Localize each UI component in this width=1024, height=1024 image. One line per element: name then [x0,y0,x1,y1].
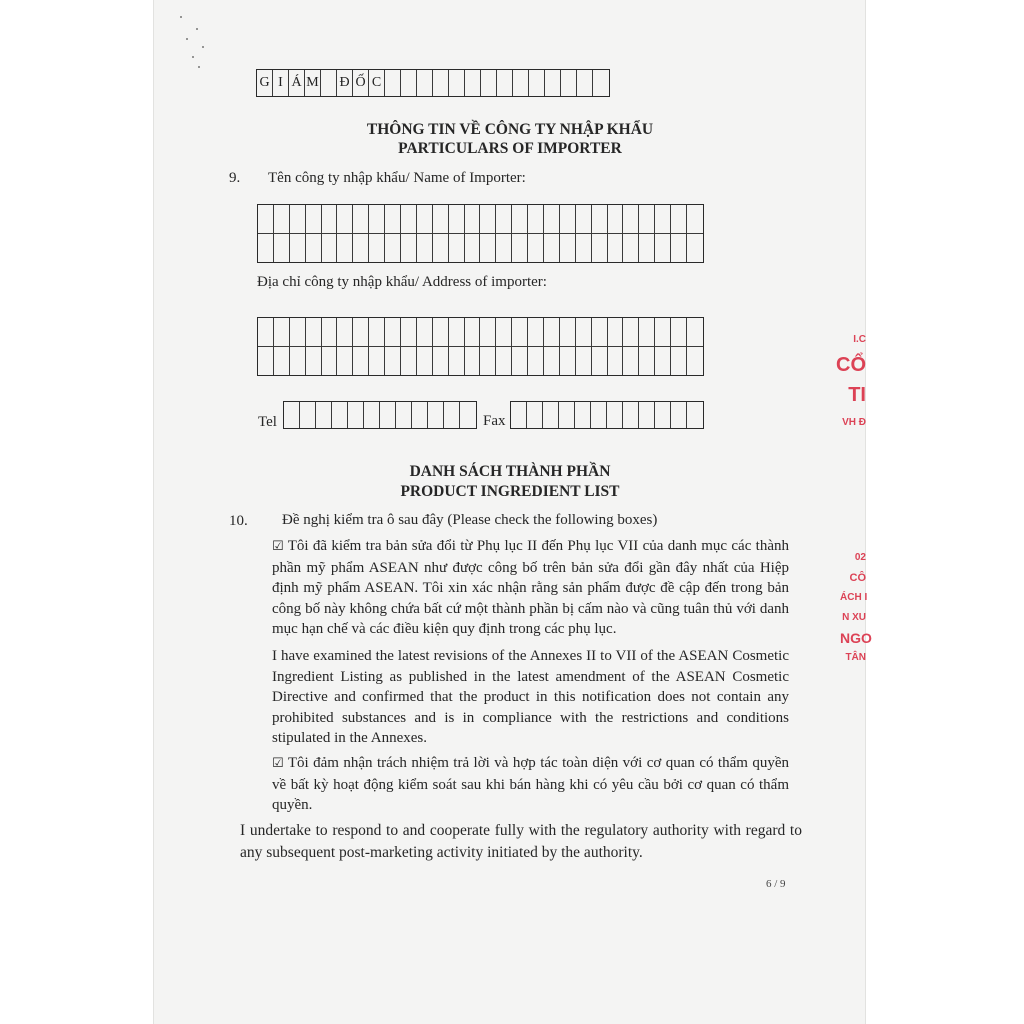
box-cell[interactable] [306,234,322,262]
box-cell[interactable] [290,347,306,375]
seal-top-line-1: I.C [853,334,866,345]
box-cell[interactable] [449,318,465,346]
seal-bottom-line-5: NGO [840,630,872,646]
box-cell[interactable] [274,347,290,375]
box-cell[interactable] [561,70,577,96]
item-10-instruction: Đề nghị kiểm tra ô sau đây (Please check the following boxes) [282,512,658,528]
box-cell[interactable] [322,318,338,346]
box-cell[interactable] [290,234,306,262]
box-cell[interactable] [332,402,348,428]
box-cell[interactable] [527,402,543,428]
box-cell[interactable] [385,318,401,346]
red-seal-top [836,330,866,458]
box-cell[interactable] [480,205,496,233]
box-cell[interactable] [428,402,444,428]
box-cell[interactable] [671,347,687,375]
box-cell[interactable] [385,205,401,233]
box-cell[interactable] [623,402,639,428]
box-cell[interactable] [623,347,639,375]
box-cell[interactable] [560,205,576,233]
box-cell[interactable] [274,318,290,346]
box-cell[interactable] [274,205,290,233]
box-cell[interactable] [322,234,338,262]
checkbox-statement-1 [272,536,789,640]
box-cell[interactable] [401,205,417,233]
box-cell[interactable] [639,318,655,346]
fax-boxes[interactable] [510,401,704,429]
box-cell[interactable] [258,347,274,375]
box-cell[interactable] [480,347,496,375]
box-cell[interactable] [417,234,433,262]
importer-address-label: Địa chỉ công ty nhập khẩu/ Address of importer: [257,274,547,290]
box-cell[interactable] [480,318,496,346]
box-cell[interactable] [513,70,529,96]
box-grid-row [258,318,703,346]
box-cell[interactable] [512,234,528,262]
box-cell[interactable] [353,234,369,262]
box-cell[interactable]: I [273,70,289,96]
box-cell[interactable] [369,347,385,375]
importer-title-vi: THÔNG TIN VỀ CÔNG TY NHẬP KHẨU [366,121,654,138]
box-cell[interactable] [497,70,513,96]
box-cell[interactable] [401,234,417,262]
box-cell[interactable] [608,234,624,262]
box-cell[interactable] [316,402,332,428]
seal-bottom-line-6: TÂN [845,652,866,663]
ingredient-title-en: PRODUCT INGREDIENT LIST [400,483,620,500]
box-grid-row [258,205,703,233]
box-cell[interactable]: Á [289,70,305,96]
box-cell[interactable] [577,70,593,96]
importer-title-en: PARTICULARS OF IMPORTER [398,140,622,157]
box-cell[interactable] [671,234,687,262]
box-cell[interactable] [687,318,703,346]
box-cell[interactable] [608,347,624,375]
seal-bottom-line-1: 02 [854,552,866,563]
box-cell[interactable]: M [305,70,321,96]
box-grid-row [258,233,703,262]
box-cell[interactable] [576,234,592,262]
box-cell[interactable] [496,234,512,262]
box-cell[interactable] [433,318,449,346]
box-cell[interactable] [465,318,481,346]
box-cell[interactable] [412,402,428,428]
box-cell[interactable] [465,205,481,233]
box-cell[interactable] [639,234,655,262]
red-seal-bottom [840,548,872,678]
box-cell[interactable] [608,318,624,346]
checkbox-2-checked[interactable]: ☑ [272,756,284,771]
seal-bottom-line-4: N XU [842,612,866,623]
importer-name-label: Tên công ty nhập khẩu/ Name of Importer: [268,170,526,186]
box-cell[interactable] [560,347,576,375]
checkbox-1-checked[interactable]: ☑ [272,539,284,554]
statement-2-en: I undertake to respond to and cooperate fully with the regulatory authority with regard to any subsequent post-marketing activity initiated by the authority. [240,822,802,861]
box-cell[interactable] [300,402,316,428]
box-cell[interactable] [623,234,639,262]
box-cell[interactable] [480,234,496,262]
box-cell[interactable] [369,318,385,346]
box-cell[interactable]: Ố [353,70,369,96]
statement-1-vi: Tôi đã kiểm tra bản sửa đổi từ Phụ lục II đến Phụ lục VII của danh mục các thành phần mỹ phẩm ASEAN như được công bố trên bản sửa đổi gần đây nhất của Hiệp định mỹ phẩm ASEAN. Tôi xin xác nhận rằng sản phẩm được đề cập đến trong bản công bố này không chứa bất cứ một thành phần bị cấm nào và cũng tuân thủ với danh mục hạn chế và các điều kiện quy định trong các phụ lục. [272,538,789,637]
box-cell[interactable] [401,347,417,375]
box-cell[interactable] [385,234,401,262]
importer-name-boxes[interactable] [257,204,704,263]
box-cell[interactable] [258,205,274,233]
box-cell[interactable] [433,234,449,262]
box-cell[interactable] [544,205,560,233]
box-cell[interactable] [321,70,337,96]
box-cell[interactable] [528,234,544,262]
box-cell[interactable]: Đ [337,70,353,96]
statement-2-vi: Tôi đảm nhận trách nhiệm trả lời và hợp tác toàn diện với cơ quan có thẩm quyền về bất kỳ hoạt động kiểm soát sau khi bán hàng khi có yêu cầu bởi cơ quan có thẩm quyền. [272,755,790,813]
box-cell[interactable] [671,205,687,233]
box-cell[interactable] [322,205,338,233]
box-cell[interactable] [306,318,322,346]
box-cell[interactable] [512,347,528,375]
box-cell[interactable] [465,234,481,262]
fax-label: Fax [483,413,506,429]
box-cell[interactable] [449,205,465,233]
box-cell[interactable] [655,402,671,428]
box-cell[interactable] [258,234,274,262]
box-cell[interactable] [385,70,401,96]
box-cell[interactable] [433,205,449,233]
box-cell[interactable] [543,402,559,428]
box-cell[interactable] [592,234,608,262]
box-cell[interactable] [337,205,353,233]
box-cell[interactable] [544,318,560,346]
box-cell[interactable] [576,347,592,375]
box-cell[interactable] [592,205,608,233]
box-cell[interactable] [449,347,465,375]
box-cell[interactable] [369,234,385,262]
box-cell[interactable] [364,402,380,428]
box-cell[interactable] [687,402,703,428]
box-cell[interactable] [337,234,353,262]
box-cell[interactable] [481,70,497,96]
statement-1-en: I have examined the latest revisions of the Annexes II to VII of the ASEAN Cosmetic Ingredient Listing as published in the latest amendment of the ASEAN Cosmetic Directive and confirmed that the product in this notification does not contain any prohibited substances and is in compliance with the restrictions and conditions stipulated in the Annexes. [272,648,789,746]
box-cell[interactable] [607,402,623,428]
box-cell[interactable] [465,347,481,375]
box-cell[interactable] [444,402,460,428]
item-9-number: 9. [229,170,241,186]
box-cell[interactable] [290,205,306,233]
box-cell[interactable] [417,205,433,233]
box-cell[interactable] [575,402,591,428]
box-cell[interactable] [401,70,417,96]
box-cell[interactable] [449,234,465,262]
box-cell[interactable] [258,318,274,346]
box-cell[interactable] [512,318,528,346]
box-cell[interactable] [385,347,401,375]
importer-address-boxes[interactable] [257,317,704,376]
box-cell[interactable] [687,347,703,375]
box-cell[interactable] [544,347,560,375]
box-cell[interactable] [576,205,592,233]
ingredient-title-vi: DANH SÁCH THÀNH PHẦN [409,463,611,480]
box-cell[interactable] [417,347,433,375]
seal-bottom-line-3: ÁCH I [840,592,868,603]
box-cell[interactable] [591,402,607,428]
box-cell[interactable] [465,70,481,96]
box-cell[interactable] [559,402,575,428]
box-cell[interactable] [655,234,671,262]
box-cell[interactable] [671,318,687,346]
box-cell[interactable] [290,318,306,346]
box-cell[interactable] [512,205,528,233]
box-cell[interactable] [623,205,639,233]
box-cell[interactable] [401,318,417,346]
box-cell[interactable] [592,318,608,346]
box-cell[interactable] [545,70,561,96]
box-cell[interactable] [417,70,433,96]
box-cell[interactable] [528,347,544,375]
box-cell[interactable] [511,402,527,428]
box-cell[interactable] [369,205,385,233]
box-cell[interactable] [592,347,608,375]
tel-label: Tel [258,414,277,430]
tel-boxes[interactable] [283,401,477,429]
box-cell[interactable] [433,347,449,375]
box-cell[interactable] [608,205,624,233]
box-cell[interactable] [396,402,412,428]
page-number: 6 / 9 [766,878,786,890]
box-cell[interactable] [655,318,671,346]
director-name-boxes[interactable] [256,69,610,97]
box-cell[interactable]: G [257,70,273,96]
box-cell[interactable] [544,234,560,262]
checkbox-statement-2 [272,753,789,816]
box-cell[interactable] [353,318,369,346]
box-cell[interactable] [560,318,576,346]
box-cell[interactable] [417,318,433,346]
box-cell[interactable] [306,205,322,233]
seal-top-line-2: CỔ [836,354,866,376]
box-cell[interactable] [639,402,655,428]
box-cell[interactable] [560,234,576,262]
box-cell[interactable] [348,402,364,428]
box-grid-row [258,346,703,375]
item-10-number: 10. [229,513,248,529]
box-cell[interactable] [284,402,300,428]
box-cell[interactable] [460,402,476,428]
box-cell[interactable] [528,205,544,233]
box-cell[interactable] [639,347,655,375]
box-cell[interactable] [593,70,609,96]
box-cell[interactable] [353,347,369,375]
box-cell[interactable] [322,347,338,375]
box-cell[interactable] [274,234,290,262]
box-cell[interactable] [380,402,396,428]
box-cell[interactable] [496,318,512,346]
box-cell[interactable] [655,205,671,233]
box-cell[interactable] [433,70,449,96]
box-cell[interactable] [671,402,687,428]
box-cell[interactable] [529,70,545,96]
box-cell[interactable] [655,347,671,375]
seal-top-line-3: TI [848,384,866,406]
box-cell[interactable] [687,234,703,262]
box-cell[interactable] [306,347,322,375]
box-cell[interactable] [576,318,592,346]
seal-bottom-line-2: CÔ [849,572,866,584]
box-cell[interactable] [496,347,512,375]
box-cell[interactable] [528,318,544,346]
box-cell[interactable] [337,347,353,375]
box-cell[interactable] [449,70,465,96]
box-cell[interactable] [353,205,369,233]
box-cell[interactable] [496,205,512,233]
seal-top-line-4: VH Đ [842,417,866,428]
box-cell[interactable] [623,318,639,346]
box-cell[interactable] [639,205,655,233]
box-cell[interactable]: C [369,70,385,96]
box-cell[interactable] [337,318,353,346]
box-cell[interactable] [687,205,703,233]
